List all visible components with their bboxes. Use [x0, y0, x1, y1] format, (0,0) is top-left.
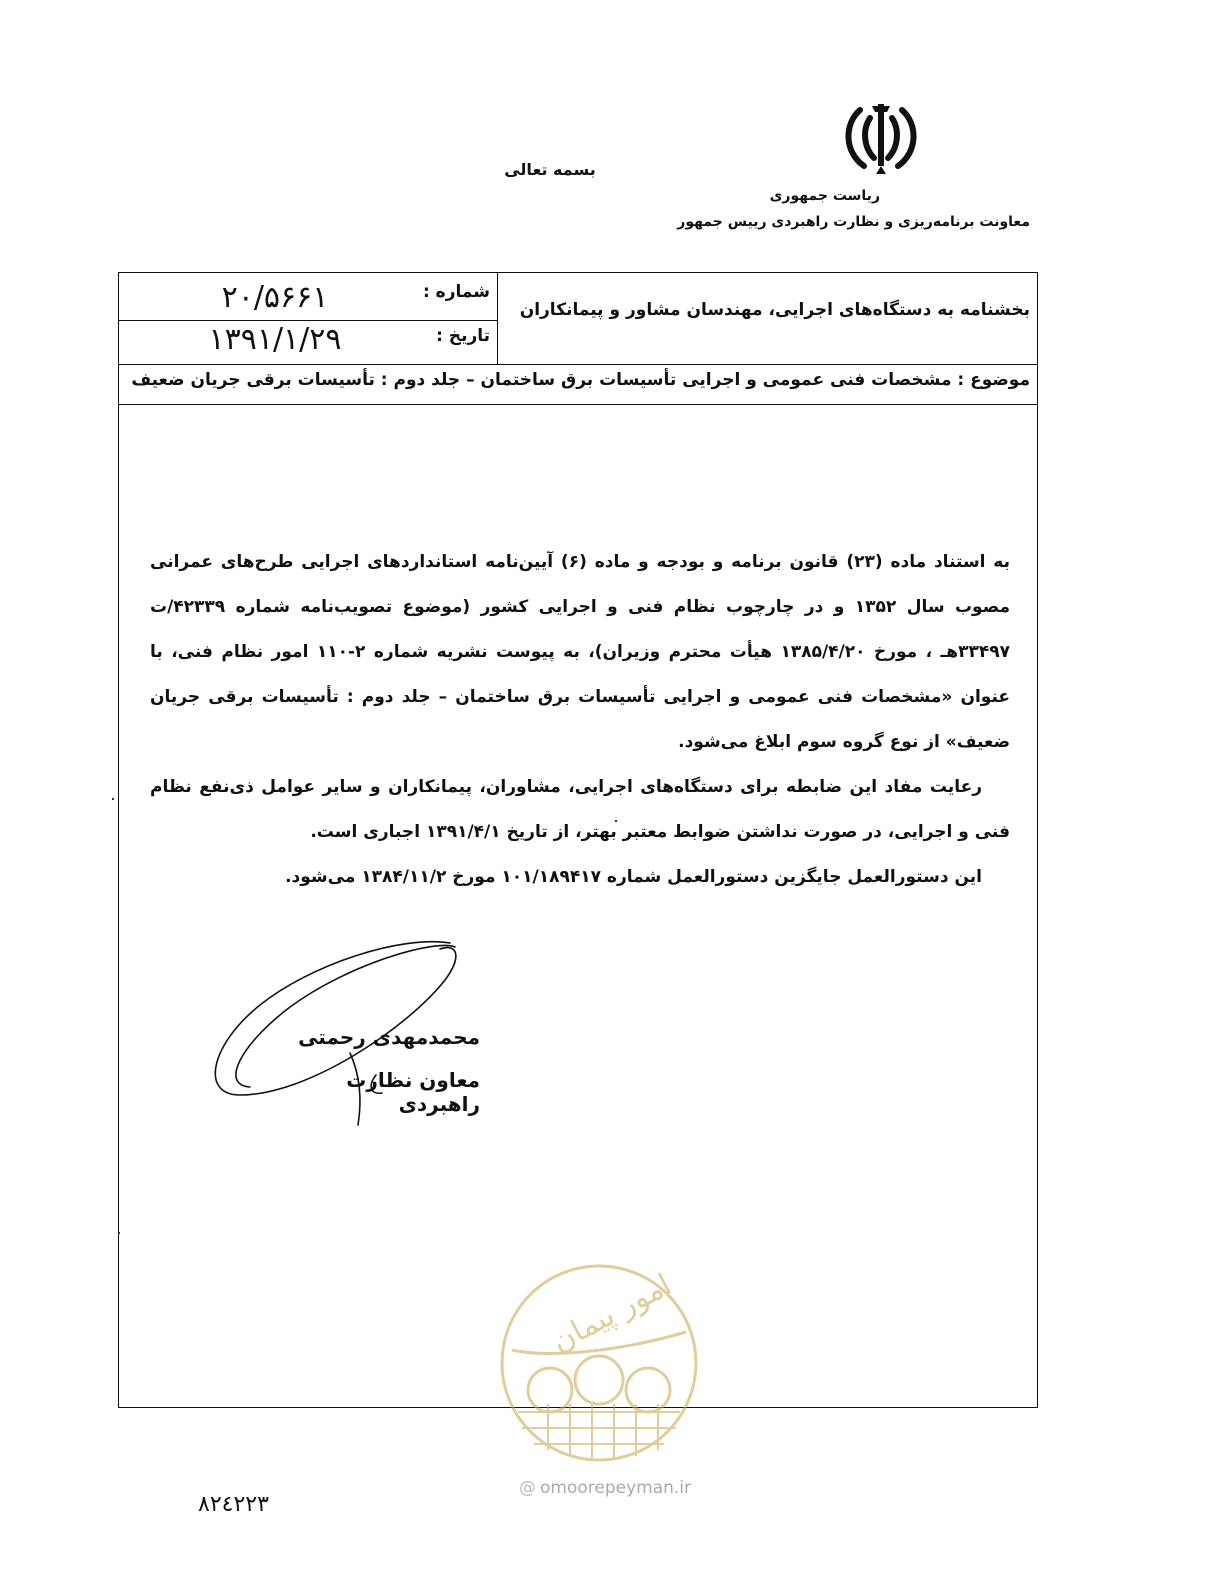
addressee: بخشنامه به دستگاه‌های اجرایی، مهندسان مشاور و پیمانکاران [519, 300, 1030, 320]
watermark-site-text: omoorepeyman.ir [539, 1478, 692, 1498]
number-label: شماره : [422, 282, 490, 302]
document-code: ۸۲٤۲۲۳ [198, 1492, 269, 1517]
signatory-name: محمدمهدی رحمتی [298, 1025, 480, 1049]
org-name-line2: معاونت برنامه‌ریزی و نظارت راهبردی رییس جمهور [677, 214, 1030, 230]
scan-speck [615, 820, 617, 822]
divider [118, 364, 1038, 365]
body-paragraph: این دستورالعمل جایگزین دستورالعمل شماره ۱۰۱/۱۸۹۴۱۷ مورخ ۱۳۸۴/۱۱/۲ می‌شود. [285, 867, 982, 887]
letter-date: ۱۳۹۱/۱/۲۹ [208, 322, 342, 357]
date-label: تاریخ : [436, 326, 490, 346]
body-paragraph: رعایت مفاد این ضابطه برای دستگاه‌های اجرایی، مشاوران، پیمانکاران و سایر عوامل ذی‌نفع نظام فنی و اجرایی، در صورت نداشتن ضوابط معتبر بهتر، از تاریخ ۱۳۹۱/۴/۱ اجباری است. [150, 777, 1010, 842]
scan-speck [112, 798, 114, 800]
divider [118, 404, 1038, 405]
watermark-logo-text: امور پیمان [546, 1267, 678, 1360]
watermark-logo [498, 1262, 700, 1464]
at-icon: @ [518, 1478, 536, 1498]
watermark-site [505, 1478, 705, 1498]
org-name-line1: ریاست جمهوری [769, 188, 880, 204]
divider [497, 272, 498, 364]
signatory-title: معاون نظارت راهبردی [346, 1068, 480, 1116]
divider [118, 320, 498, 321]
body-paragraph: به استناد ماده (۲۳) قانون برنامه و بودجه و ماده (۶) آیین‌نامه استانداردهای اجرایی طرح‌های عمرانی مصوب سال ۱۳۵۲ و در چارچوب نظام فنی و اجرایی کشور (موضوع تصویب‌نامه شماره ۴۲۳۳۹/ت ۳۳۴۹۷هـ ، مورخ ۱۳۸۵/۴/۲۰ هیأت محترم وزیران)، به پیوست نشریه شماره ۲-۱۱۰ امور نظام فنی، با عنوان «مشخصات فنی عمومی و اجرایی تأسیسات برق ساختمان – جلد دوم : تأسیسات برقی جریان ضعیف» از نوع گروه سوم ابلاغ می‌شود. [150, 552, 1010, 752]
letter-number: ۲۰/۵۶۶۱ [221, 280, 329, 315]
letter-body [150, 540, 1010, 900]
iran-emblem-icon [838, 96, 924, 176]
scan-speck [118, 1232, 120, 1234]
basmala: بسمه تعالی [504, 160, 596, 179]
subject-line: موضوع : مشخصات فنی عمومی و اجرایی تأسیسات برق ساختمان – جلد دوم : تأسیسات برقی جریان ضعیف [131, 370, 1030, 390]
